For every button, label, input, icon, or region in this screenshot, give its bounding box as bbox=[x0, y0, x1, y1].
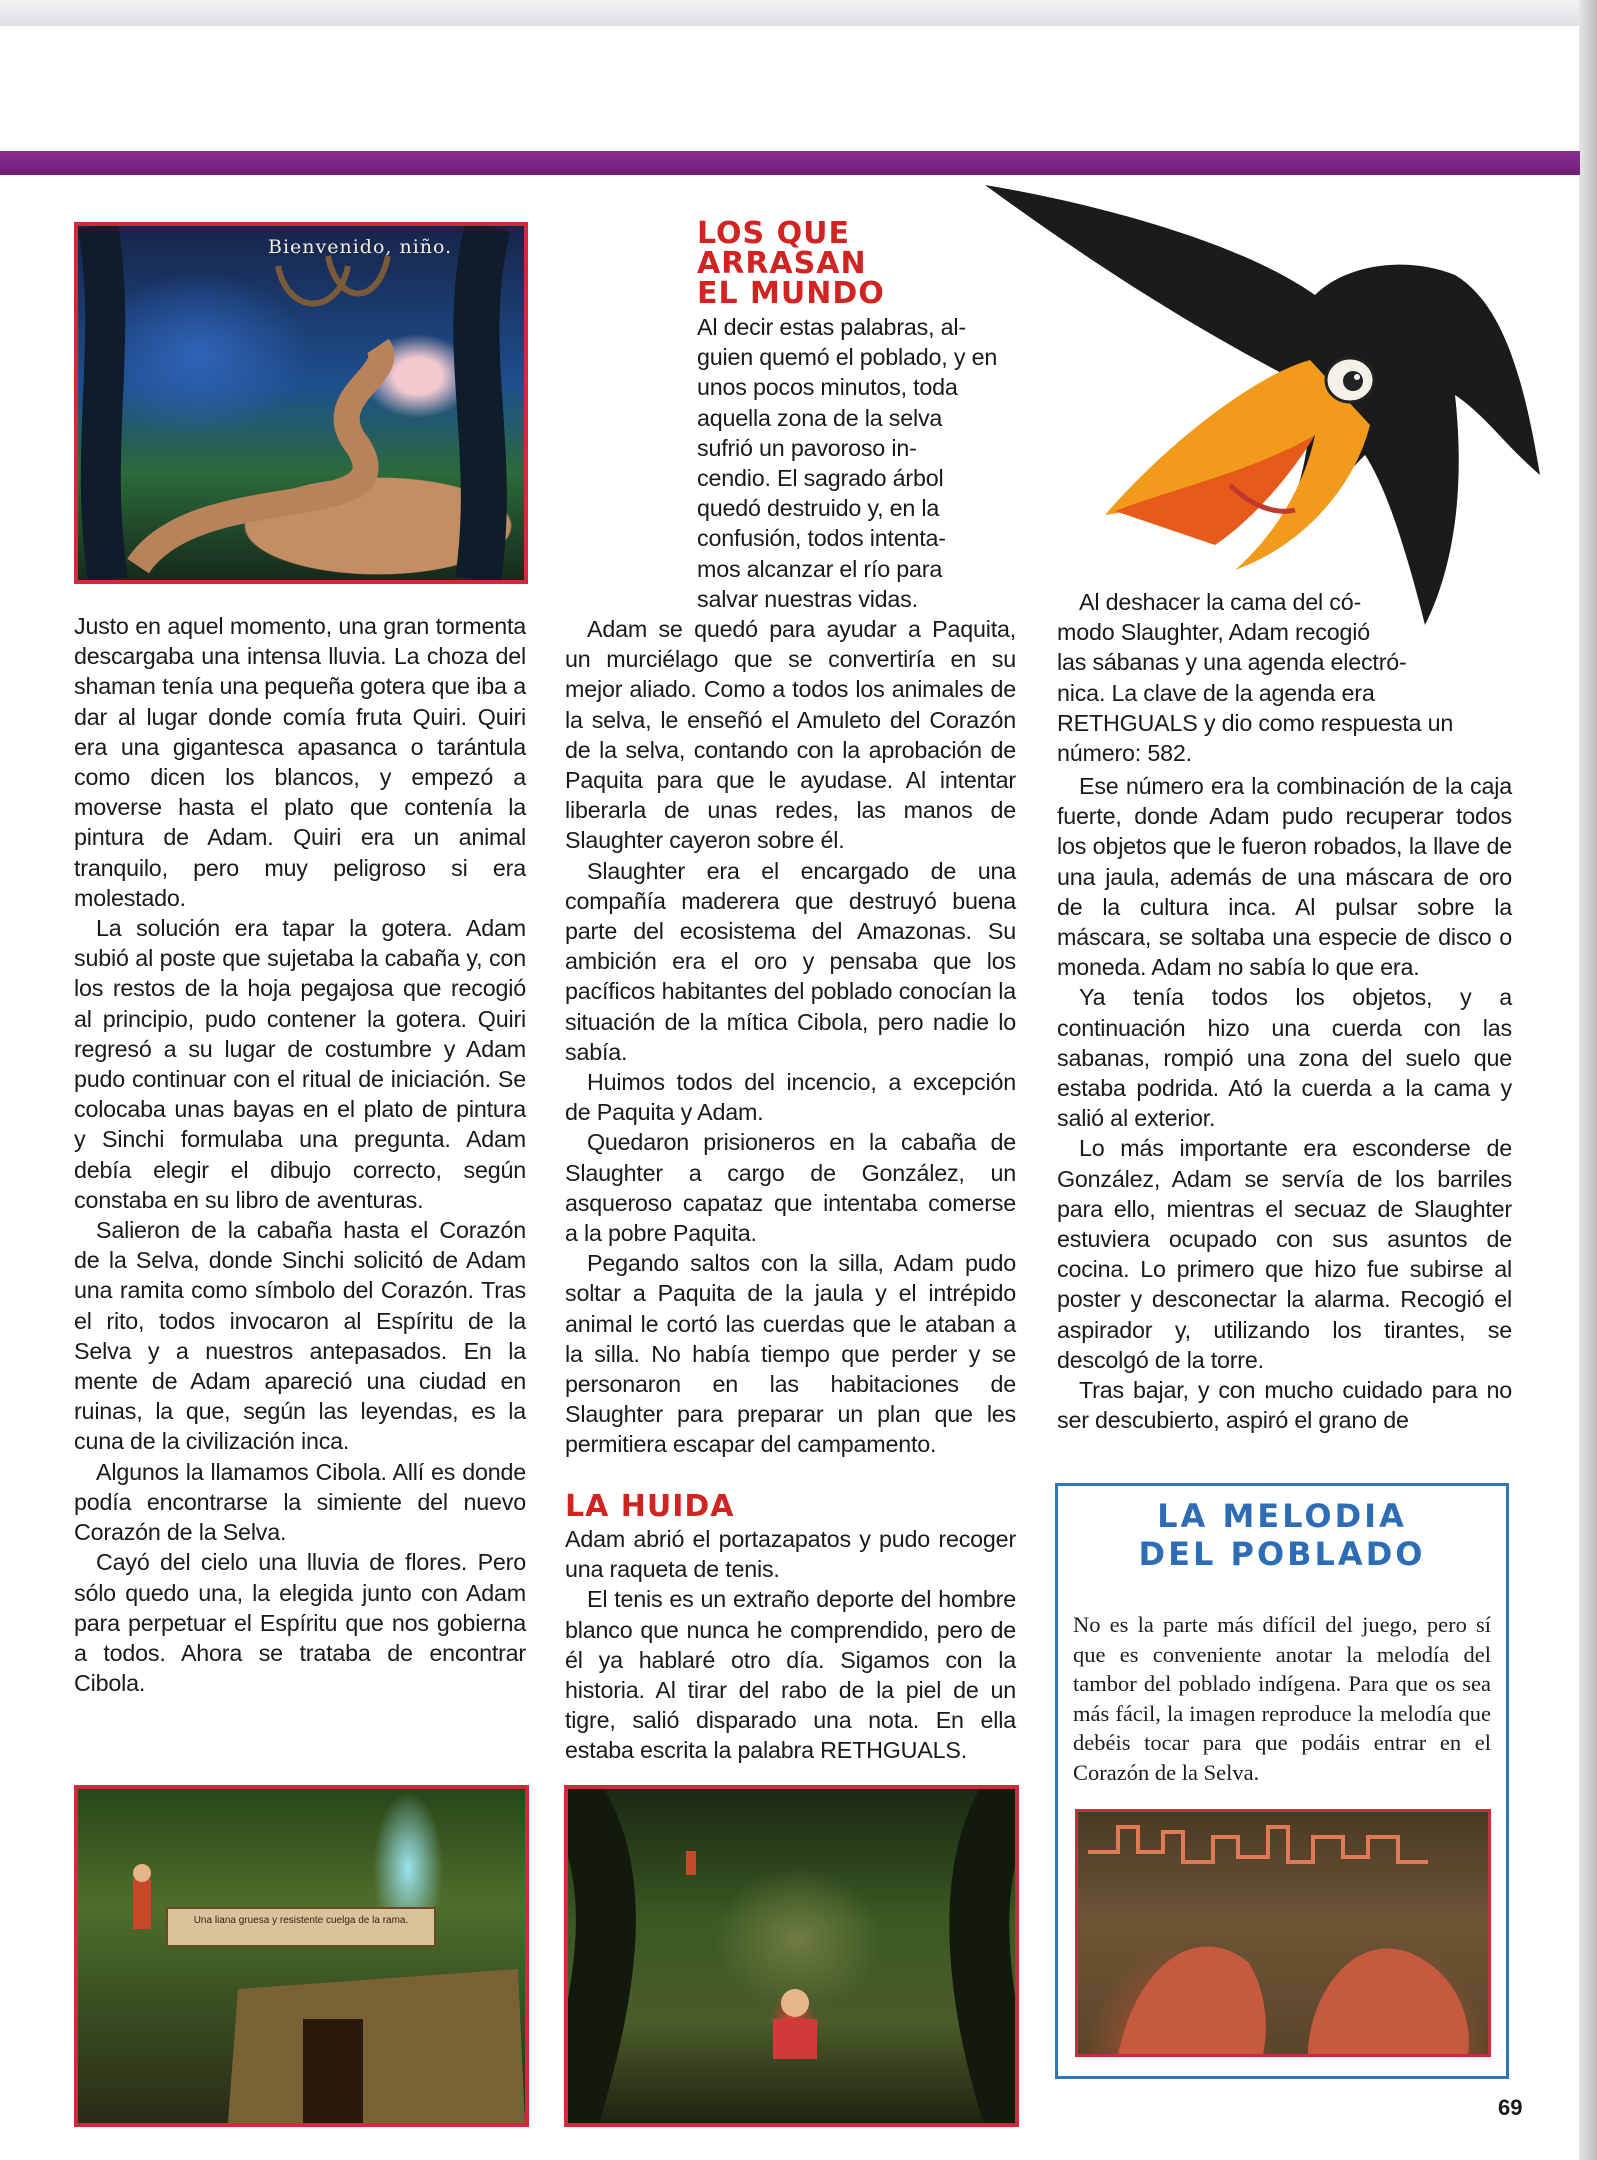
article-column-1 bbox=[74, 611, 526, 1698]
paragraph: Slaughter era el encargado de una compañía maderera que destruyó buena parte del ecosistema del Amazonas. Su ambición era el oro y pensaba que los pacíficos habitantes del poblado conocían la situación de la mítica Cibola, pero nadie lo sabía. bbox=[565, 857, 1016, 1065]
text-line: salvar nuestras vidas. bbox=[697, 585, 918, 612]
sidebar-title: LA MELODIA bbox=[1157, 1497, 1407, 1535]
paragraph: Salieron de la cabaña hasta el Corazón de la Selva, donde Sinchi solicitó de Adam una ramita como símbolo del Corazón. Tras el rito, todos invocaron al Espíritu de la Selva y a nuestros antepasados. En la mente de Adam apareció una ciudad en ruinas, la que, según las leyendas, es la cuna de la civilización inca. bbox=[74, 1217, 526, 1455]
jungle-path-art bbox=[568, 1789, 1015, 2123]
paragraph: Pegando saltos con la silla, Adam pudo soltar a Paquita de la jaula y el intrépido animal le cortó las cuerdas que le ataban a la silla. No había tiempo que perder y se personaron en las habitaciones de Slaughter para preparar un plan que les permitiera escapar del campamento. bbox=[565, 1250, 1016, 1458]
article-column-3 bbox=[1057, 771, 1512, 1435]
page-number: 69 bbox=[1498, 2095, 1523, 2120]
paragraph: Cayó del cielo una lluvia de flores. Pero sólo quedo una, la elegida junto con Adam para perpetuar el Espíritu que nos gobierna a todos. Ahora se trataba de encontrar Cibola. bbox=[74, 1549, 526, 1697]
text-line: Al deshacer la cama del có- bbox=[1079, 589, 1362, 615]
drum-melody-art bbox=[1078, 1812, 1488, 2054]
paragraph: Ya tenía todos los objetos, y a continuación hizo una cuerda con las sabanas, rompió una zona del suelo que estaba podrida. Ató la cuerda a la cama y salió al exterior. bbox=[1057, 984, 1512, 1132]
text-line: RETHGUALS y dio como respuesta un bbox=[1057, 709, 1454, 736]
text-line: modo Slaughter, Adam recogió bbox=[1057, 619, 1370, 646]
text-line: mos alcanzar el río para bbox=[697, 555, 943, 582]
paragraph: Algunos la llamamos Cibola. Allí es donde podía encontrarse la simiente del nuevo Corazón de la Selva. bbox=[74, 1458, 526, 1546]
text-line: quedó destruido y, en la bbox=[697, 495, 940, 522]
intro-wrap-lines bbox=[697, 312, 1017, 614]
text-line: Al decir estas palabras, al- bbox=[697, 314, 966, 340]
article-column-2-bottom bbox=[565, 1524, 1016, 1766]
screenshot-jungle-path bbox=[564, 1785, 1019, 2127]
section-heading-los-que-arrasan bbox=[697, 216, 885, 311]
screenshot-jungle-hut bbox=[74, 1785, 529, 2127]
text-line: aquella zona de la selva bbox=[697, 404, 943, 431]
text-line: confusión, todos intenta- bbox=[697, 525, 946, 552]
paragraph: Ese número era la combinación de la caja fuerte, donde Adam pudo recuperar todos los objetos que le fueron robados, la llave de una jaula, además de una máscara de oro de la cultura inca. Al pulsar sobre la máscara, se soltaba una especie de disco o moneda. Adam no sabía lo que era. bbox=[1057, 773, 1512, 981]
toucan-crow-illustration bbox=[985, 185, 1545, 645]
screenshot-jungle-welcome bbox=[74, 222, 528, 584]
jungle-hut-art bbox=[78, 1789, 525, 2123]
paragraph: Adam se quedó para ayudar a Paquita, un murciélago que se convertiría en su mejor aliado. Como a todos los animales de la selva, le enseñó el Amuleto del Corazón de la selva, contando con la aprobación de Paquita para que le ayudase. Al intentar liberarla de unas redes, las manos de Slaughter cayeron sobre él. bbox=[565, 616, 1016, 854]
text-line: sufrió un pavoroso in- bbox=[697, 434, 917, 461]
paragraph: Tras bajar, y con mucho cuidado para no ser descubierto, aspiró el grano de bbox=[1057, 1377, 1512, 1434]
header-purple-bar bbox=[0, 151, 1580, 175]
sidebar-body: No es la parte más difícil del juego, pero sí que es conveniente anotar la melodía del tambor del poblado indígena. Para que os sea más fácil, la imagen reproduce la melodía que debéis tocar para que podáis entrar en el Corazón de la Selva. bbox=[1073, 1612, 1491, 1785]
article-column-2 bbox=[565, 614, 1016, 1460]
column-3-wrap-lines bbox=[1057, 587, 1512, 768]
text-line: cendio. El sagrado árbol bbox=[697, 465, 944, 492]
section-heading-la-huida: LA HUIDA bbox=[565, 1489, 735, 1524]
paragraph: La solución era tapar la gotera. Adam subió al poste que sujetaba la cabaña y, con los restos de la hoja pegajosa que recogió al principio, pudo contener la gotera. Quiri regresó a su lugar de costumbre y Adam pudo continuar con el ritual de iniciación. Se colocaba unas bayas en el plato de pintura y Sinchi formulaba una pregunta. Adam debía elegir el dibujo correcto, según constaba en su libro de aventuras. bbox=[74, 915, 526, 1213]
screenshot-caption: Bienvenido, niño. bbox=[268, 236, 453, 258]
paragraph: El tenis es un extraño deporte del hombre blanco que nunca he comprendido, pero de él ya hablaré otro día. Sigamos con la historia. Al tirar del rabo de la piel de un tigre, salió disparado una nota. En ella estaba escrita la palabra RETHGUALS. bbox=[565, 1586, 1016, 1764]
paragraph: Quedaron prisioneros en la cabaña de Slaughter a cargo de González, un asqueroso capataz que intentaba comerse a la pobre Paquita. bbox=[565, 1129, 1016, 1247]
game-message-box: Una liana gruesa y resistente cuelga de la rama. bbox=[166, 1907, 436, 1947]
paragraph: Adam abrió el portazapatos y pudo recoger una raqueta de tenis. bbox=[565, 1526, 1016, 1583]
text-line: nica. La clave de la agenda era bbox=[1057, 679, 1375, 706]
paragraph: Huimos todos del incencio, a excepción de Paquita y Adam. bbox=[565, 1069, 1016, 1126]
paragraph: Justo en aquel momento, una gran tormenta descargaba una intensa lluvia. La choza del shaman tenía una pequeña gotera que iba a dar al lugar donde comía fruta Quiri. Quiri era una gigantesca apasanca o tarántula como dicen los blancos, y empezó a moverse hasta el plato que contenía la pintura de Adam. Quiri era un animal tranquilo, pero muy peligroso si era molestado. bbox=[74, 613, 526, 911]
scan-page-edge bbox=[1579, 0, 1597, 2160]
text-line: guien quemó el poblado, y en bbox=[697, 344, 998, 371]
text-line: unos pocos minutos, toda bbox=[697, 374, 958, 401]
sidebar-la-melodia bbox=[1055, 1483, 1509, 2079]
text-line: número: 582. bbox=[1057, 740, 1192, 767]
scan-top-band bbox=[0, 0, 1597, 26]
jungle-scene-art bbox=[78, 226, 524, 580]
heading-line: EL MUNDO bbox=[697, 276, 885, 311]
text-line: las sábanas y una agenda electró- bbox=[1057, 649, 1407, 676]
sidebar-title: DEL POBLADO bbox=[1138, 1535, 1426, 1573]
heading-line: ARRASAN bbox=[697, 246, 867, 281]
screenshot-drum-melody bbox=[1075, 1809, 1491, 2057]
paragraph: Lo más importante era esconderse de González, Adam se servía de los barriles para ello, mientras el secuaz de Slaughter estuviera ocupado con sus asuntos de cocina. Lo primero que hizo fue subirse al poster y desconectar la alarma. Recogió el aspirador y, utilizando los tirantes, se descolgó de la torre. bbox=[1057, 1135, 1512, 1373]
heading-line: LOS QUE bbox=[697, 216, 850, 251]
